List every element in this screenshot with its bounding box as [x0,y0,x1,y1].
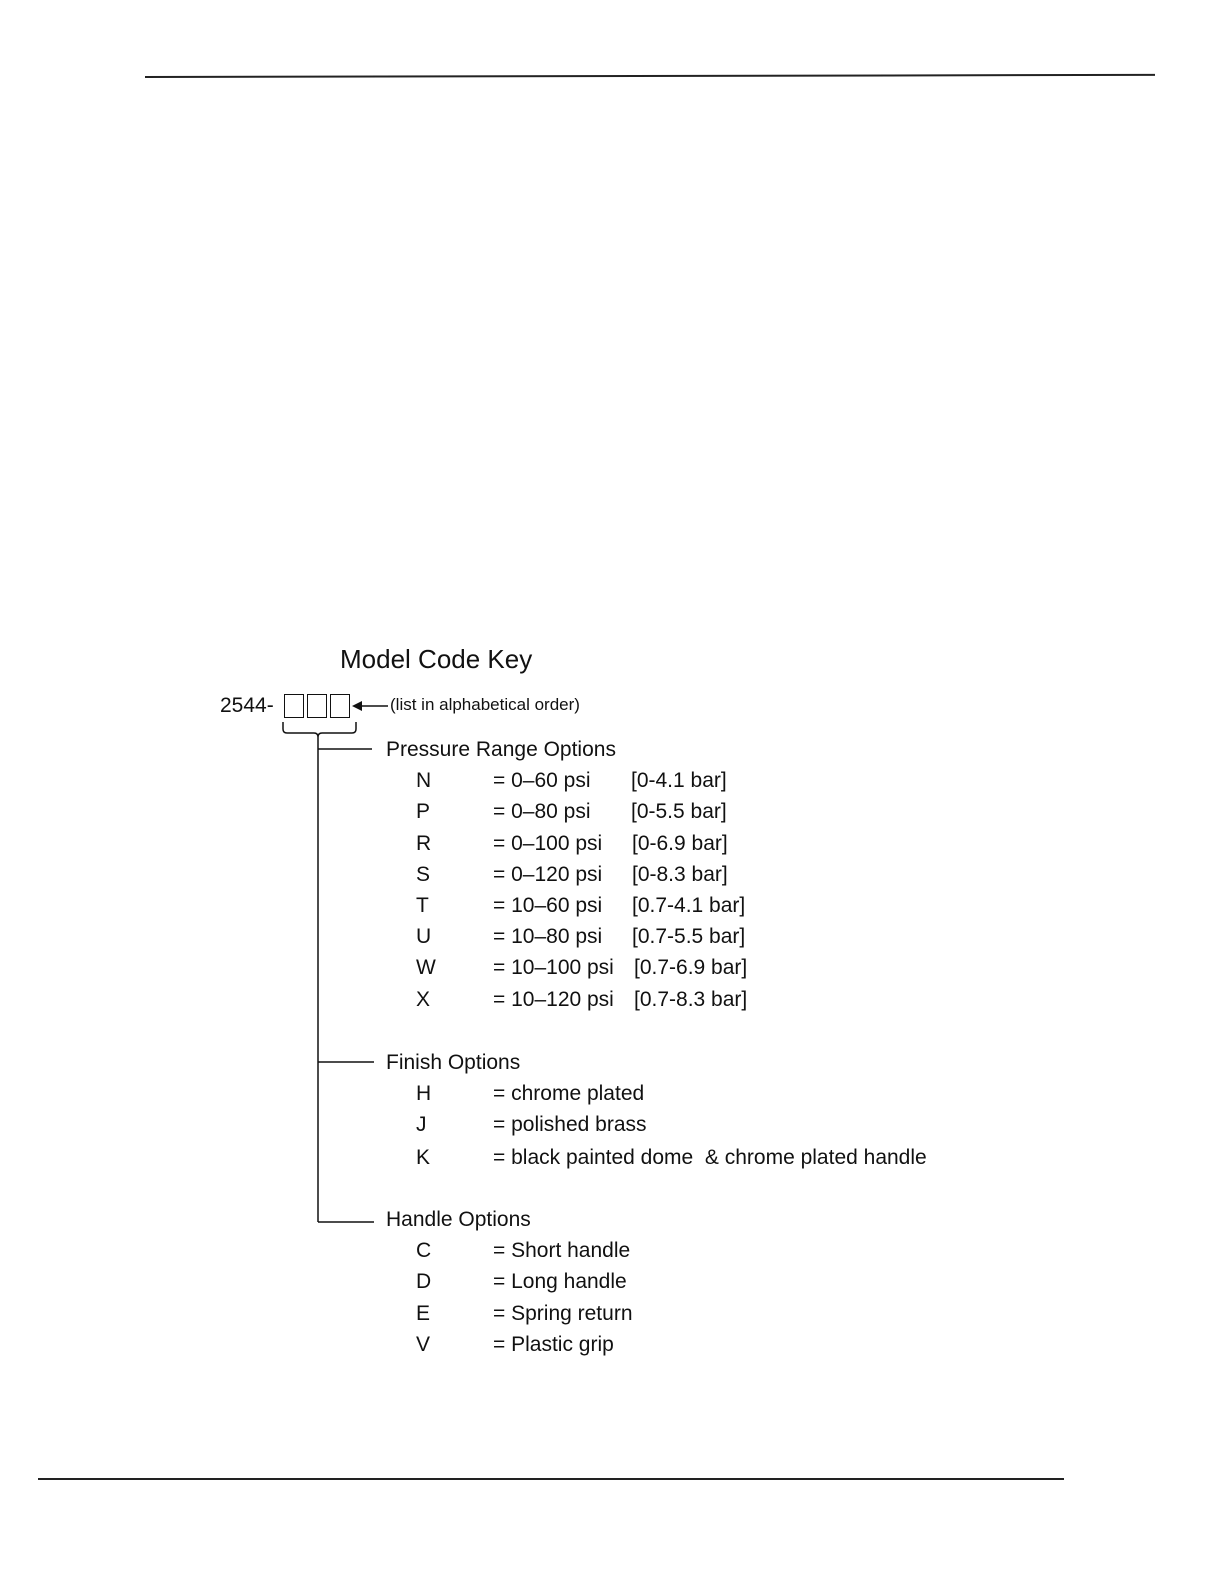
pressure-desc: = 10–100 psi [493,956,614,979]
handle-desc: = Short handle [493,1239,631,1262]
finish-section-title: Finish Options [386,1051,521,1074]
pressure-bar: [0.7-4.1 bar] [632,894,746,917]
code-bracket [283,722,356,737]
pressure-bar: [0-5.5 bar] [631,800,727,823]
arrow-head-icon [352,701,362,711]
finish-desc: = black painted dome & chrome plated handle [493,1146,927,1169]
pressure-desc: = 0–60 psi [493,769,591,792]
pressure-desc: = 0–100 psi [493,832,603,855]
handle-code: V [416,1333,431,1356]
finish-code: J [416,1113,427,1136]
handle-code: C [416,1239,432,1262]
finish-code: H [416,1082,432,1105]
pressure-bar: [0.7-8.3 bar] [634,988,748,1011]
pressure-desc: = 10–120 psi [493,988,614,1011]
pressure-code: X [416,988,431,1011]
model-prefix: 2544- [220,694,274,717]
pressure-desc: = 10–60 psi [493,894,603,917]
finish-desc: = polished brass [493,1113,647,1136]
pressure-code: U [416,925,432,948]
handle-code: D [416,1270,432,1293]
pressure-code: T [416,894,429,917]
code-note: (list in alphabetical order) [390,695,580,714]
finish-code: K [416,1146,431,1169]
pressure-desc: = 0–120 psi [493,863,603,886]
pressure-code: P [416,800,431,823]
handle-section-title: Handle Options [386,1208,531,1231]
pressure-bar: [0-6.9 bar] [632,832,728,855]
pressure-code: N [416,769,432,792]
pressure-bar: [0.7-5.5 bar] [632,925,746,948]
pressure-code: W [416,956,436,979]
pressure-bar: [0-4.1 bar] [631,769,727,792]
pressure-bar: [0.7-6.9 bar] [634,956,748,979]
handle-desc: = Spring return [493,1302,633,1325]
pressure-section-title: Pressure Range Options [386,738,616,761]
pressure-code: R [416,832,432,855]
handle-desc: = Long handle [493,1270,627,1293]
pressure-code: S [416,863,431,886]
handle-code: E [416,1302,431,1325]
pressure-bar: [0-8.3 bar] [632,863,728,886]
page-title: Model Code Key [340,644,533,674]
handle-desc: = Plastic grip [493,1333,614,1356]
pressure-desc: = 0–80 psi [493,800,591,823]
pressure-desc: = 10–80 psi [493,925,603,948]
finish-desc: = chrome plated [493,1082,645,1105]
